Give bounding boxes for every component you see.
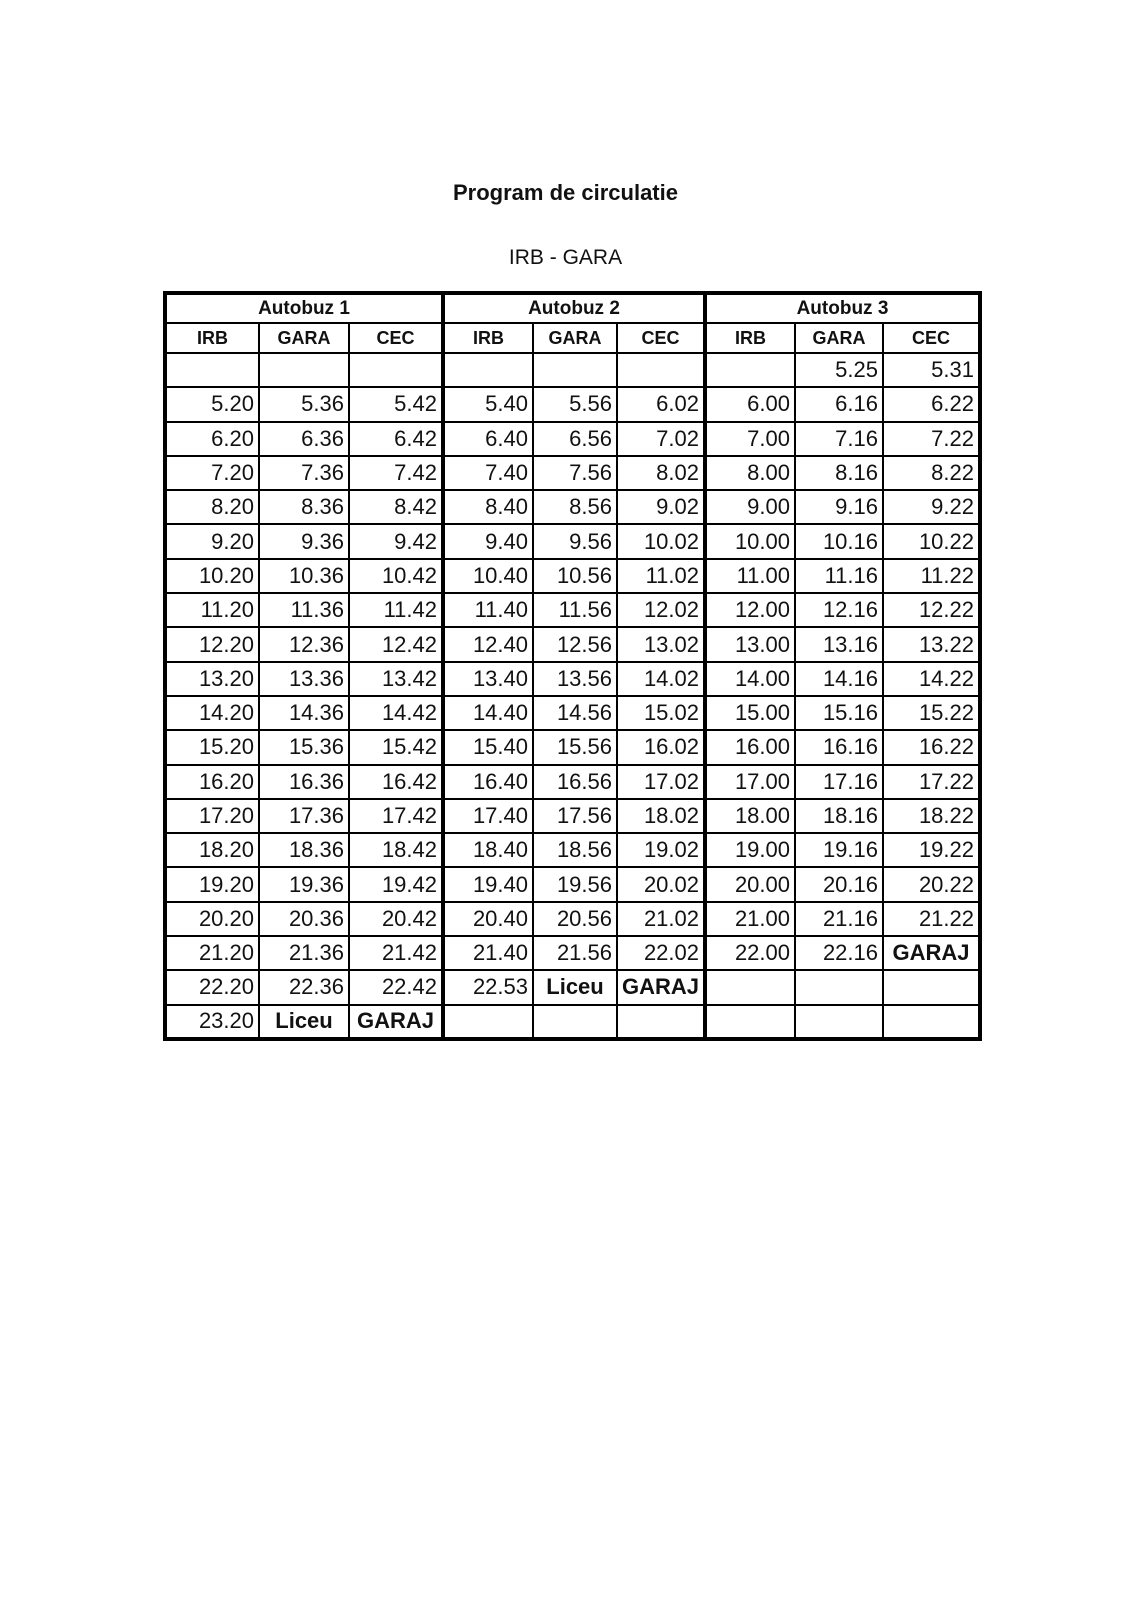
- table-cell: 17.16: [795, 765, 883, 799]
- table-cell: 10.16: [795, 524, 883, 558]
- table-cell: 12.42: [349, 627, 443, 661]
- table-cell: 10.42: [349, 559, 443, 593]
- table-cell: 10.20: [165, 559, 259, 593]
- table-cell: 17.42: [349, 799, 443, 833]
- table-row: [165, 353, 980, 387]
- table-cell: 22.00: [705, 936, 795, 970]
- table-cell: 5.56: [533, 387, 617, 421]
- table-cell: 19.02: [617, 833, 705, 867]
- table-cell: 12.22: [883, 593, 980, 627]
- table-cell: 22.16: [795, 936, 883, 970]
- table-cell: 5.42: [349, 387, 443, 421]
- column-header: GARA: [795, 323, 883, 353]
- table-cell: 17.22: [883, 765, 980, 799]
- table-cell: 15.16: [795, 696, 883, 730]
- table-cell: 13.40: [443, 662, 533, 696]
- table-cell: 14.02: [617, 662, 705, 696]
- table-cell: 17.02: [617, 765, 705, 799]
- table-cell: 7.02: [617, 422, 705, 456]
- table-cell: 11.22: [883, 559, 980, 593]
- table-cell: 6.20: [165, 422, 259, 456]
- table-cell: 7.20: [165, 456, 259, 490]
- table-cell: 12.00: [705, 593, 795, 627]
- table-cell: 12.02: [617, 593, 705, 627]
- table-cell: 9.16: [795, 490, 883, 524]
- table-cell: 7.16: [795, 422, 883, 456]
- table-cell: 11.20: [165, 593, 259, 627]
- table-cell: 12.56: [533, 627, 617, 661]
- table-cell: 21.36: [259, 936, 349, 970]
- table-row: [165, 490, 980, 524]
- table-cell: 6.40: [443, 422, 533, 456]
- table-cell: 13.20: [165, 662, 259, 696]
- table-cell: Liceu: [533, 970, 617, 1004]
- table-cell: 19.16: [795, 833, 883, 867]
- table-cell: 10.22: [883, 524, 980, 558]
- table-cell: 13.02: [617, 627, 705, 661]
- table-row: [165, 1005, 980, 1039]
- table-cell: 9.56: [533, 524, 617, 558]
- table-cell: 21.00: [705, 902, 795, 936]
- route-subtitle: IRB - GARA: [508, 246, 623, 269]
- table-cell: 8.20: [165, 490, 259, 524]
- table-cell: 7.56: [533, 456, 617, 490]
- table-cell: [705, 1005, 795, 1039]
- table-row: [165, 662, 980, 696]
- table-cell: [349, 353, 443, 387]
- table-cell: 21.56: [533, 936, 617, 970]
- table-cell: 8.22: [883, 456, 980, 490]
- table-cell: 17.36: [259, 799, 349, 833]
- table-cell: 16.00: [705, 730, 795, 764]
- table-cell: 8.42: [349, 490, 443, 524]
- table-cell: 19.20: [165, 867, 259, 901]
- table-cell: 6.42: [349, 422, 443, 456]
- table-cell: 15.42: [349, 730, 443, 764]
- table-cell: 11.36: [259, 593, 349, 627]
- table-row: [165, 799, 980, 833]
- table-cell: 9.36: [259, 524, 349, 558]
- table-cell: 10.02: [617, 524, 705, 558]
- column-header: GARA: [259, 323, 349, 353]
- table-cell: 16.20: [165, 765, 259, 799]
- table-cell: 5.36: [259, 387, 349, 421]
- table-cell: 7.22: [883, 422, 980, 456]
- table-cell: 13.00: [705, 627, 795, 661]
- table-cell: 11.02: [617, 559, 705, 593]
- column-header-row: [165, 323, 980, 353]
- table-cell: 21.40: [443, 936, 533, 970]
- table-cell: [443, 353, 533, 387]
- table-cell: 22.53: [443, 970, 533, 1004]
- table-row: [165, 833, 980, 867]
- table-cell: 15.40: [443, 730, 533, 764]
- table-cell: 6.02: [617, 387, 705, 421]
- table-row: [165, 730, 980, 764]
- table-row: [165, 559, 980, 593]
- table-cell: 14.00: [705, 662, 795, 696]
- table-cell: 13.42: [349, 662, 443, 696]
- table-row: [165, 765, 980, 799]
- table-cell: 5.25: [795, 353, 883, 387]
- table-cell: 14.42: [349, 696, 443, 730]
- column-header: IRB: [443, 323, 533, 353]
- table-cell: 21.42: [349, 936, 443, 970]
- table-cell: 19.36: [259, 867, 349, 901]
- table-cell: 19.42: [349, 867, 443, 901]
- table-cell: 6.00: [705, 387, 795, 421]
- table-cell: 11.42: [349, 593, 443, 627]
- table-cell: GARAJ: [883, 936, 980, 970]
- table-cell: 7.36: [259, 456, 349, 490]
- table-cell: 17.00: [705, 765, 795, 799]
- table-cell: 15.56: [533, 730, 617, 764]
- table-cell: 20.56: [533, 902, 617, 936]
- table-row: [165, 627, 980, 661]
- table-cell: 22.42: [349, 970, 443, 1004]
- table-cell: [617, 1005, 705, 1039]
- table-cell: 13.56: [533, 662, 617, 696]
- table-cell: [533, 353, 617, 387]
- table-cell: [259, 353, 349, 387]
- table-cell: 8.56: [533, 490, 617, 524]
- table-cell: 5.20: [165, 387, 259, 421]
- table-row: [165, 696, 980, 730]
- table-cell: 22.02: [617, 936, 705, 970]
- schedule-body: [165, 353, 980, 1039]
- table-cell: 5.31: [883, 353, 980, 387]
- table-cell: 10.36: [259, 559, 349, 593]
- table-cell: 23.20: [165, 1005, 259, 1039]
- table-cell: [883, 970, 980, 1004]
- table-cell: 15.20: [165, 730, 259, 764]
- table-cell: 20.22: [883, 867, 980, 901]
- table-cell: 15.02: [617, 696, 705, 730]
- table-cell: 20.20: [165, 902, 259, 936]
- table-row: [165, 524, 980, 558]
- table-cell: 16.16: [795, 730, 883, 764]
- table-cell: 16.02: [617, 730, 705, 764]
- table-cell: 19.00: [705, 833, 795, 867]
- table-cell: 9.02: [617, 490, 705, 524]
- table-cell: [705, 353, 795, 387]
- table-cell: 18.16: [795, 799, 883, 833]
- table-row: [165, 867, 980, 901]
- column-header: GARA: [533, 323, 617, 353]
- table-cell: 8.02: [617, 456, 705, 490]
- table-cell: 14.36: [259, 696, 349, 730]
- table-cell: 11.00: [705, 559, 795, 593]
- column-header: CEC: [349, 323, 443, 353]
- table-cell: Liceu: [259, 1005, 349, 1039]
- table-cell: 10.40: [443, 559, 533, 593]
- table-cell: 8.16: [795, 456, 883, 490]
- bus-group-header: Autobuz 3: [705, 293, 980, 323]
- table-cell: 20.00: [705, 867, 795, 901]
- table-cell: 16.42: [349, 765, 443, 799]
- table-cell: 21.16: [795, 902, 883, 936]
- table-cell: 18.56: [533, 833, 617, 867]
- table-cell: 21.02: [617, 902, 705, 936]
- table-row: [165, 387, 980, 421]
- table-row: [165, 593, 980, 627]
- table-cell: 11.16: [795, 559, 883, 593]
- table-cell: 10.00: [705, 524, 795, 558]
- table-cell: 12.36: [259, 627, 349, 661]
- table-cell: GARAJ: [617, 970, 705, 1004]
- table-cell: 15.22: [883, 696, 980, 730]
- table-cell: GARAJ: [349, 1005, 443, 1039]
- table-cell: 20.02: [617, 867, 705, 901]
- page-title: Program de circulatie: [453, 180, 678, 205]
- table-cell: 8.40: [443, 490, 533, 524]
- table-cell: 20.42: [349, 902, 443, 936]
- table-cell: 14.20: [165, 696, 259, 730]
- table-cell: 13.36: [259, 662, 349, 696]
- table-cell: 18.00: [705, 799, 795, 833]
- table-cell: [883, 1005, 980, 1039]
- table-cell: 12.16: [795, 593, 883, 627]
- table-cell: 13.22: [883, 627, 980, 661]
- column-header: IRB: [165, 323, 259, 353]
- table-cell: 6.22: [883, 387, 980, 421]
- table-cell: 19.40: [443, 867, 533, 901]
- table-cell: 6.16: [795, 387, 883, 421]
- table-row: [165, 970, 980, 1004]
- table-row: [165, 456, 980, 490]
- table-cell: 9.22: [883, 490, 980, 524]
- table-cell: 18.42: [349, 833, 443, 867]
- table-cell: 15.00: [705, 696, 795, 730]
- table-cell: 17.56: [533, 799, 617, 833]
- column-header: CEC: [883, 323, 980, 353]
- table-cell: 9.00: [705, 490, 795, 524]
- bus-group-header: Autobuz 1: [165, 293, 443, 323]
- table-cell: 21.20: [165, 936, 259, 970]
- table-cell: 8.00: [705, 456, 795, 490]
- bus-group-header: Autobuz 2: [443, 293, 705, 323]
- column-header: IRB: [705, 323, 795, 353]
- column-header: CEC: [617, 323, 705, 353]
- table-cell: 20.36: [259, 902, 349, 936]
- table-cell: 17.40: [443, 799, 533, 833]
- table-cell: [617, 353, 705, 387]
- table-cell: 10.56: [533, 559, 617, 593]
- table-cell: 22.36: [259, 970, 349, 1004]
- table-cell: 18.20: [165, 833, 259, 867]
- table-cell: 18.40: [443, 833, 533, 867]
- table-cell: 12.40: [443, 627, 533, 661]
- table-cell: 14.56: [533, 696, 617, 730]
- table-cell: [705, 970, 795, 1004]
- schedule-table: [163, 291, 982, 1041]
- table-cell: 8.36: [259, 490, 349, 524]
- table-cell: 22.20: [165, 970, 259, 1004]
- table-cell: 19.56: [533, 867, 617, 901]
- table-cell: [533, 1005, 617, 1039]
- table-cell: 20.16: [795, 867, 883, 901]
- table-cell: 9.42: [349, 524, 443, 558]
- table-cell: 13.16: [795, 627, 883, 661]
- table-cell: 19.22: [883, 833, 980, 867]
- bus-group-header-row: [165, 293, 980, 323]
- table-cell: [443, 1005, 533, 1039]
- table-cell: 16.36: [259, 765, 349, 799]
- table-cell: [165, 353, 259, 387]
- table-cell: 18.22: [883, 799, 980, 833]
- table-cell: 7.40: [443, 456, 533, 490]
- table-cell: 11.56: [533, 593, 617, 627]
- table-cell: 16.56: [533, 765, 617, 799]
- table-cell: 5.40: [443, 387, 533, 421]
- table-cell: 14.16: [795, 662, 883, 696]
- table-cell: 17.20: [165, 799, 259, 833]
- table-cell: 6.36: [259, 422, 349, 456]
- table-cell: 14.22: [883, 662, 980, 696]
- table-cell: 6.56: [533, 422, 617, 456]
- table-cell: 12.20: [165, 627, 259, 661]
- table-cell: 21.22: [883, 902, 980, 936]
- table-cell: 14.40: [443, 696, 533, 730]
- table-cell: 9.20: [165, 524, 259, 558]
- table-cell: [795, 1005, 883, 1039]
- table-cell: 18.36: [259, 833, 349, 867]
- table-cell: 18.02: [617, 799, 705, 833]
- table-cell: 7.42: [349, 456, 443, 490]
- table-row: [165, 936, 980, 970]
- table-cell: 7.00: [705, 422, 795, 456]
- table-cell: 16.22: [883, 730, 980, 764]
- table-cell: 20.40: [443, 902, 533, 936]
- table-cell: [795, 970, 883, 1004]
- table-row: [165, 422, 980, 456]
- table-cell: 9.40: [443, 524, 533, 558]
- table-cell: 16.40: [443, 765, 533, 799]
- table-cell: 11.40: [443, 593, 533, 627]
- table-cell: 15.36: [259, 730, 349, 764]
- table-row: [165, 902, 980, 936]
